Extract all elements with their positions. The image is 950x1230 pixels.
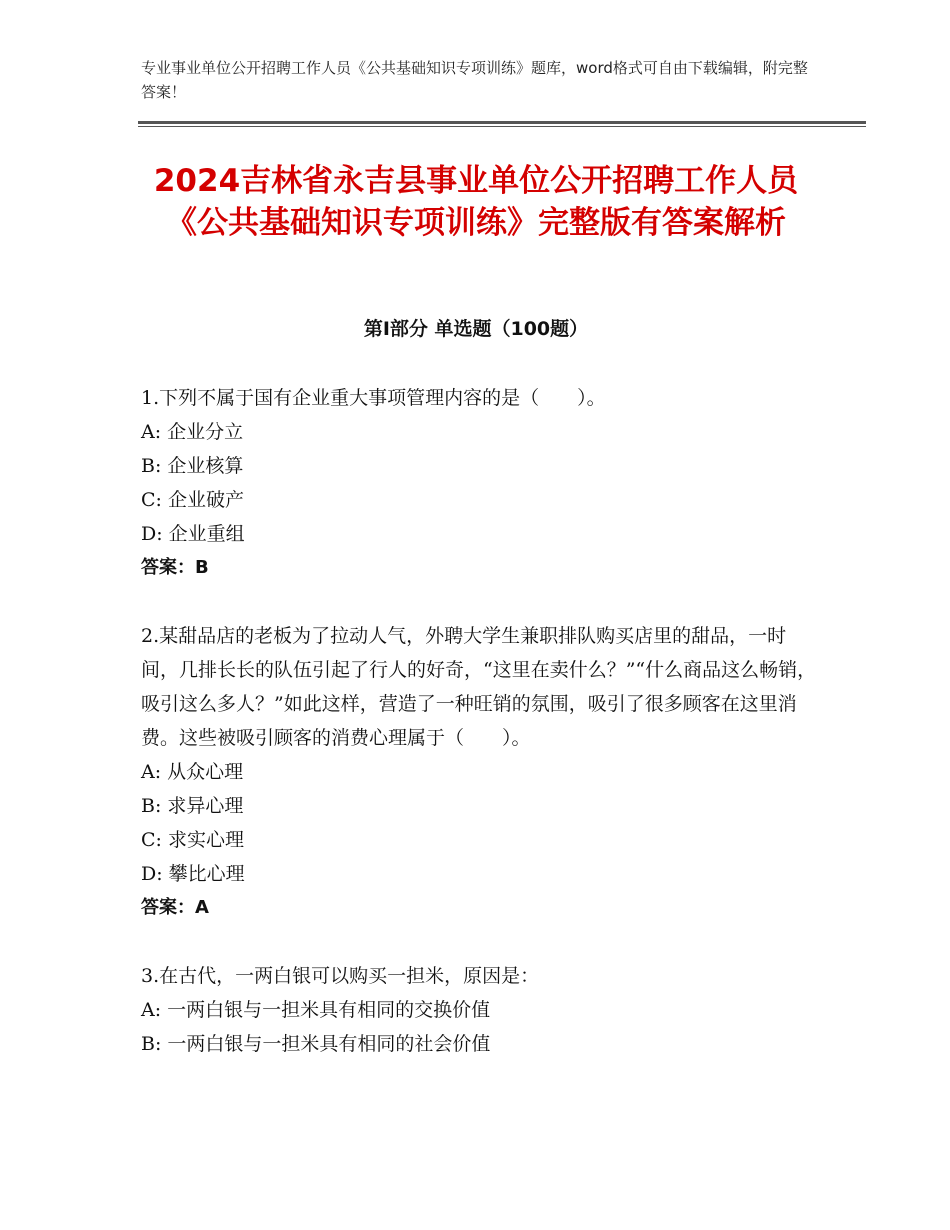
- question-2: [141, 619, 821, 925]
- option-a: A: 一两白银与一担米具有相同的交换价值: [141, 999, 491, 1021]
- answer-line: 答案：B: [141, 557, 209, 578]
- section-title: 第Ⅰ部分 单选题（100题）: [363, 318, 589, 340]
- option-c: C: 企业破产: [141, 489, 244, 511]
- option-c: C: 求实心理: [141, 829, 244, 851]
- option-a: A: 企业分立: [141, 421, 244, 443]
- header-note: 专业事业单位公开招聘工作人员《公共基础知识专项训练》题库，word格式可自由下载编辑，附完整答案！: [141, 59, 808, 101]
- option-b: B: 求异心理: [141, 795, 244, 817]
- header-rule-thick: [138, 121, 866, 124]
- answer-line: 答案：A: [141, 897, 209, 918]
- question-1: [141, 381, 821, 585]
- question-list: [141, 381, 821, 1095]
- question-3: [141, 959, 821, 1061]
- document-title: 2024吉林省永吉县事业单位公开招聘工作人员《公共基础知识专项训练》完整版有答案解析: [153, 163, 799, 241]
- option-b: B: 一两白银与一担米具有相同的社会价值: [141, 1033, 491, 1055]
- question-stem: 1.下列不属于国有企业重大事项管理内容的是（ ）。: [141, 387, 606, 409]
- question-stem: 3.在古代，一两白银可以购买一担米，原因是：: [141, 965, 540, 987]
- option-d: D: 攀比心理: [141, 863, 245, 885]
- option-b: B: 企业核算: [141, 455, 244, 477]
- option-a: A: 从众心理: [141, 761, 244, 783]
- question-stem: 2.某甜品店的老板为了拉动人气，外聘大学生兼职排队购买店里的甜品，一时间，几排长长的队伍引起了行人的好奇，“这里在卖什么？”“什么商品这么畅销，吸引这么多人？”如此这样，营造了一种旺销的氛围，吸引了很多顾客在这里消费。这些被吸引顾客的消费心理属于（ ）。: [141, 625, 817, 749]
- header-rule-thin: [138, 126, 866, 127]
- option-d: D: 企业重组: [141, 523, 245, 545]
